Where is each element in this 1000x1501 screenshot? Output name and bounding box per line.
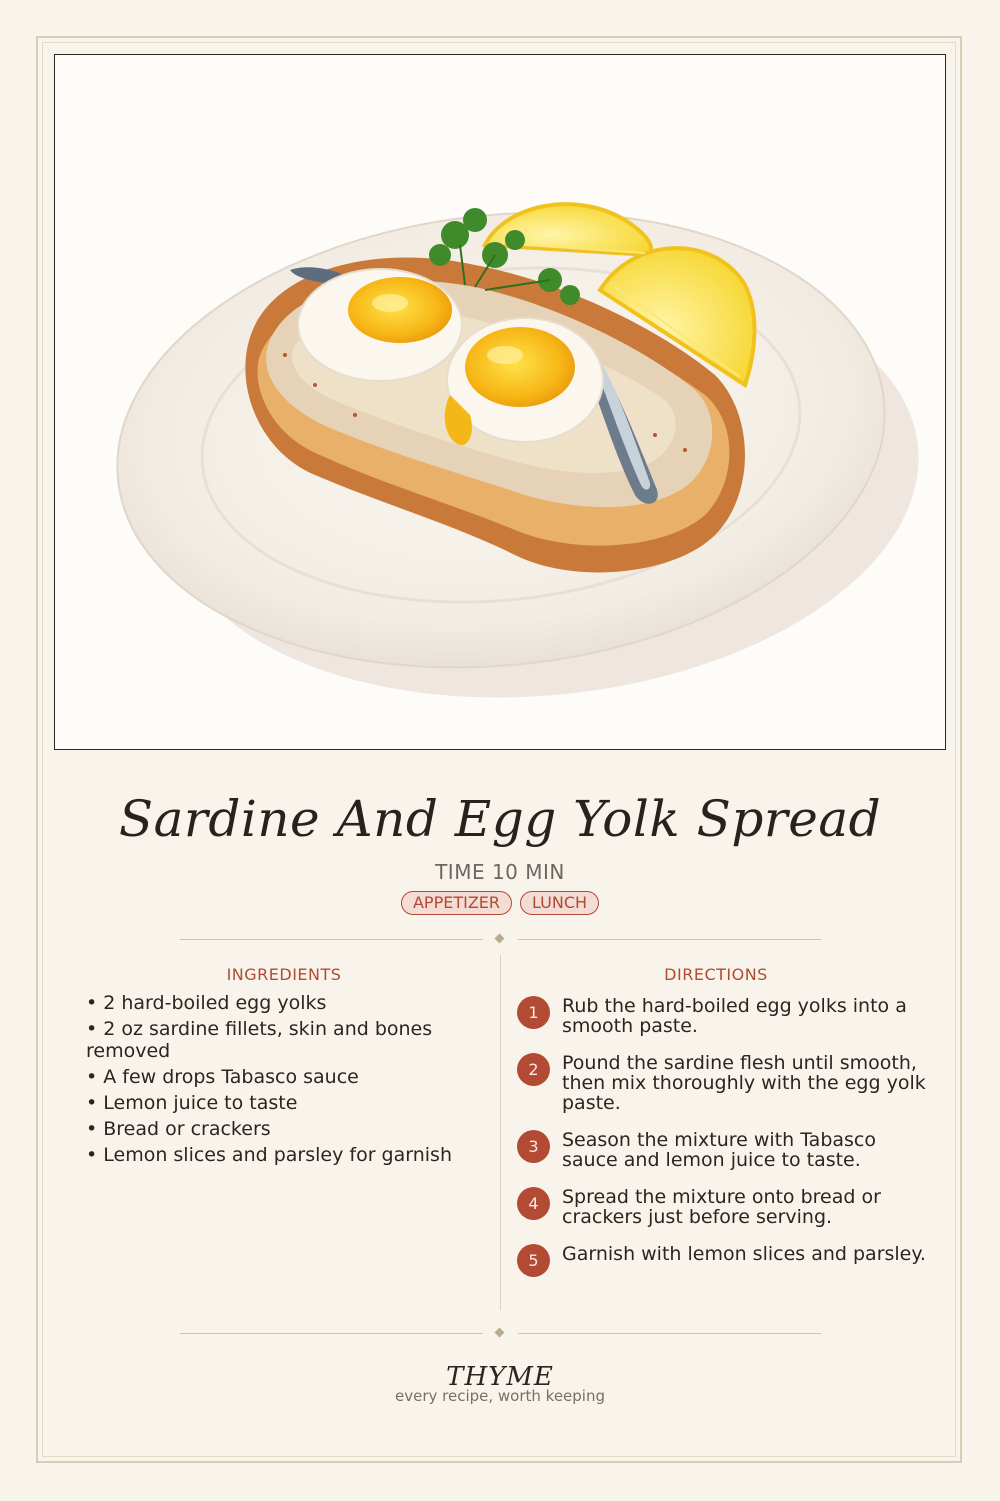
step-text: Rub the hard-boiled egg yolks into a smooth paste. — [562, 995, 907, 1037]
diamond-icon — [495, 934, 505, 944]
direction-step — [517, 996, 927, 1036]
list-item: • Lemon slices and parsley for garnish — [86, 1144, 452, 1166]
recipe-title: Sardine And Egg Yolk Spread — [118, 790, 882, 848]
step-text: Garnish with lemon slices and parsley. — [562, 1243, 926, 1265]
column-separator — [500, 955, 501, 1310]
list-item: • 2 oz sardine fillets, skin and bones removed — [86, 1018, 433, 1062]
divider-bottom — [180, 1329, 821, 1339]
ingredients-heading: INGREDIENTS — [226, 965, 342, 984]
recipe-time: TIME 10 MIN — [435, 860, 565, 884]
step-number: 5 — [517, 1244, 550, 1277]
recipe-illustration — [54, 54, 946, 750]
step-number: 3 — [517, 1130, 550, 1163]
direction-step — [517, 1130, 927, 1170]
brand-name: THYME — [446, 1362, 554, 1392]
list-item: • Bread or crackers — [86, 1118, 271, 1140]
recipe-tags — [100, 891, 900, 915]
step-number: 2 — [517, 1053, 550, 1086]
step-text: Spread the mixture onto bread or crackers just before serving. — [562, 1186, 881, 1228]
list-item: • A few drops Tabasco sauce — [86, 1066, 359, 1088]
step-number: 4 — [517, 1187, 550, 1220]
direction-step — [517, 1053, 927, 1113]
list-item: • 2 hard-boiled egg yolks — [86, 992, 327, 1014]
toast-plate-illustration — [55, 55, 945, 749]
divider-top — [180, 935, 821, 945]
directions-heading: DIRECTIONS — [664, 965, 768, 984]
tag-lunch: LUNCH — [520, 891, 599, 915]
step-number: 1 — [517, 996, 550, 1029]
direction-step — [517, 1187, 927, 1227]
step-text: Pound the sardine flesh until smooth, then mix thoroughly with the egg yolk paste. — [562, 1052, 926, 1114]
brand-tagline: every recipe, worth keeping — [394, 1387, 605, 1405]
list-item: • Lemon juice to taste — [86, 1092, 298, 1114]
direction-step — [517, 1243, 927, 1270]
ingredients-list — [86, 992, 486, 1170]
diamond-icon — [495, 1328, 505, 1338]
step-text: Season the mixture with Tabasco sauce and lemon juice to taste. — [562, 1129, 876, 1171]
tag-appetizer: APPETIZER — [401, 891, 512, 915]
directions-list — [517, 992, 927, 1270]
